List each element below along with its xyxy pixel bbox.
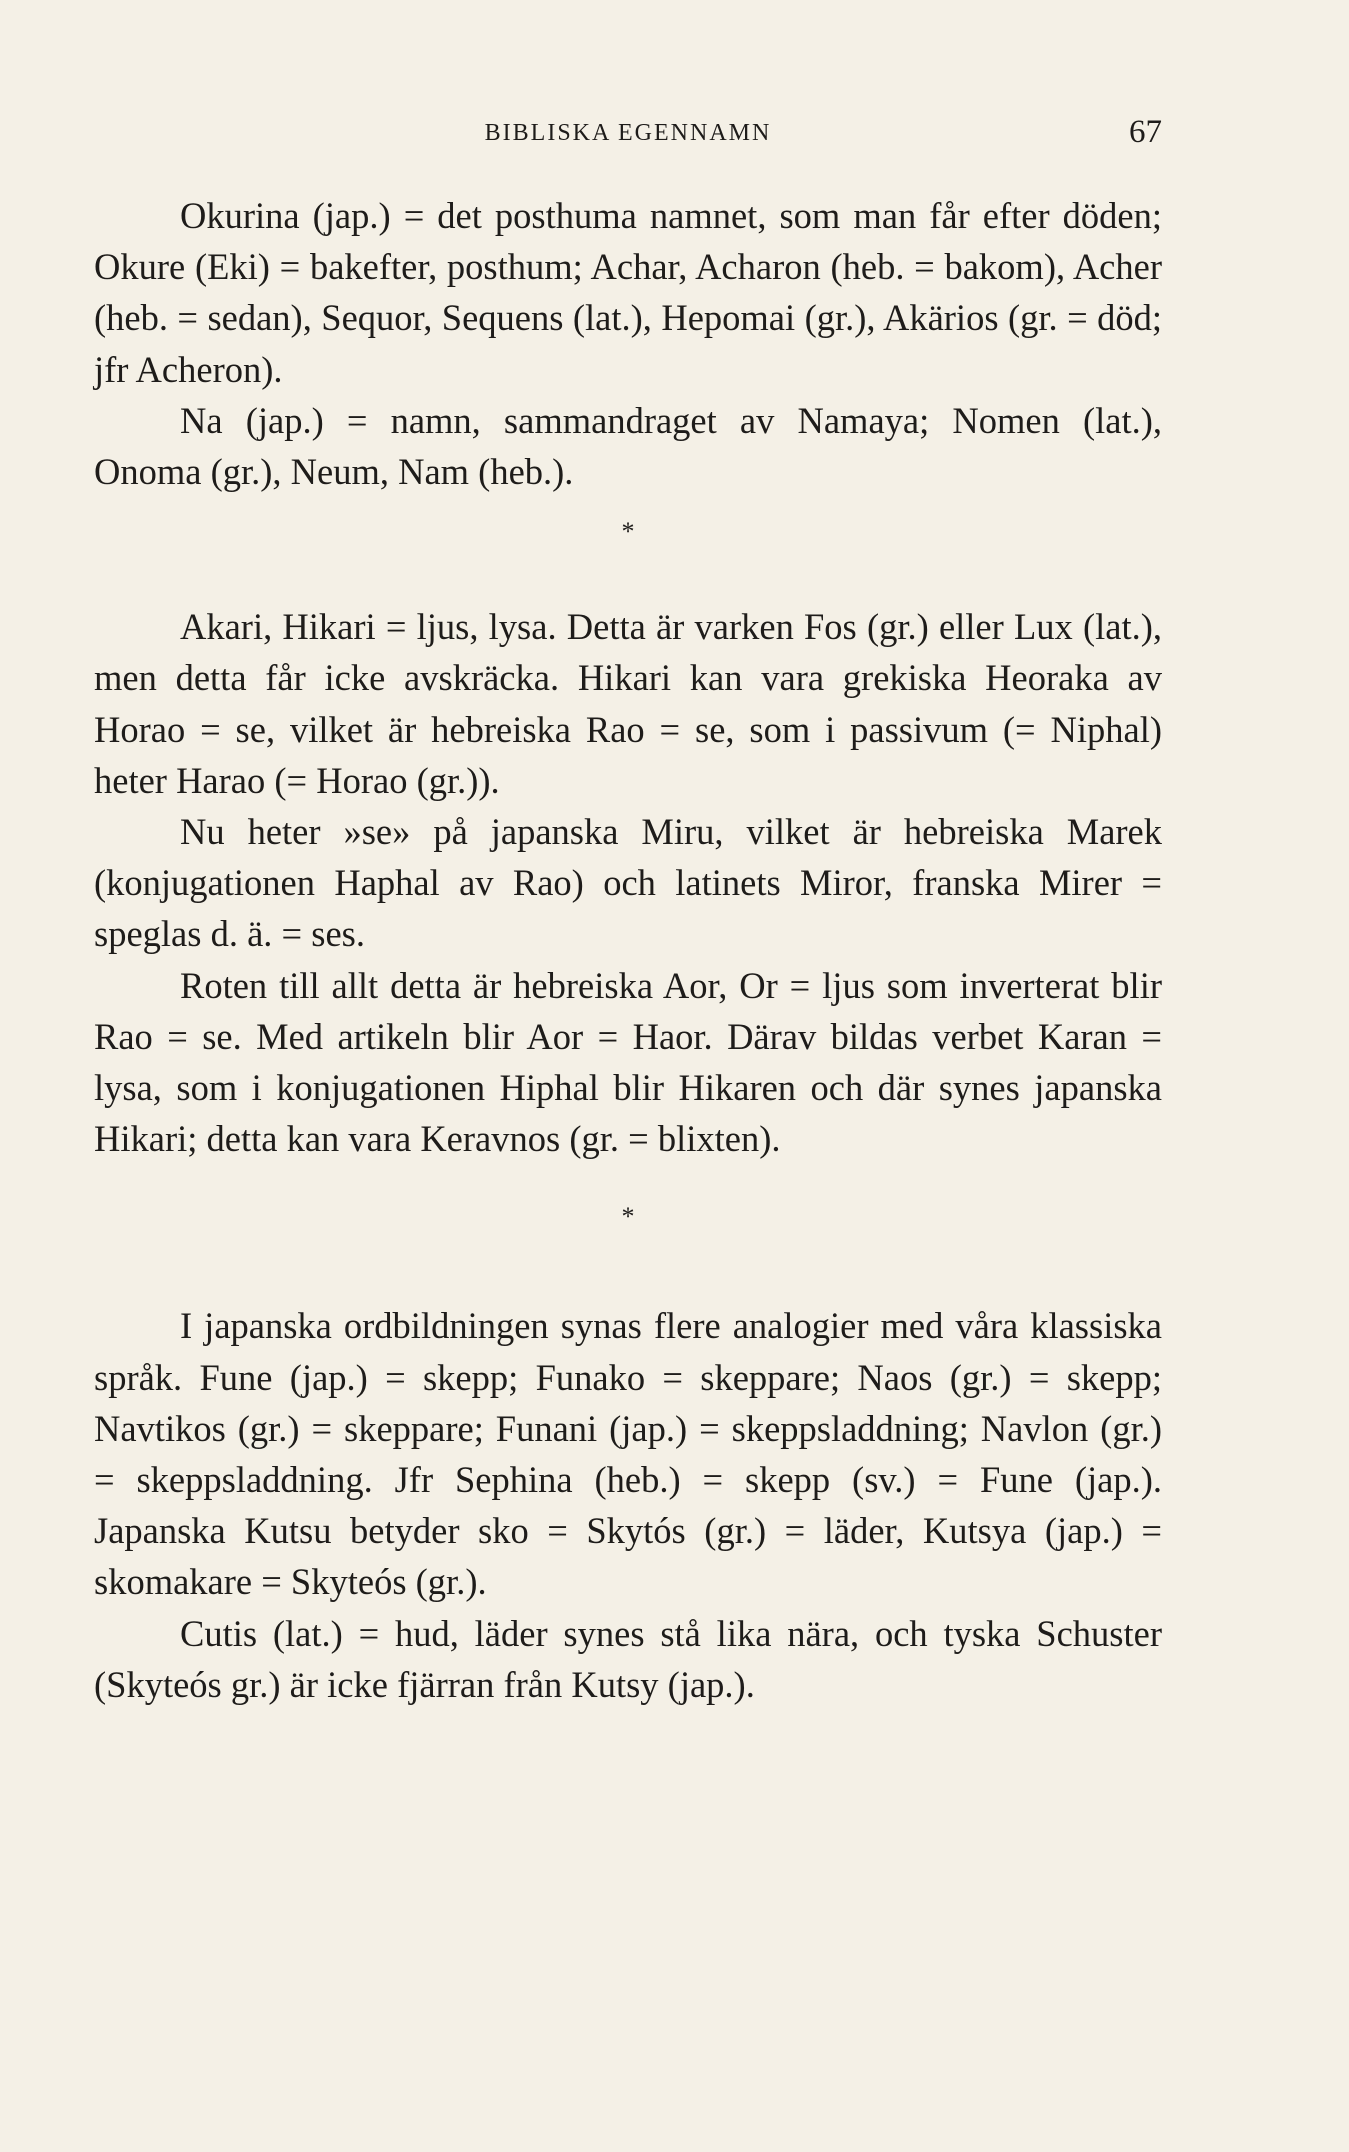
paragraph-okurina: Okurina (jap.) = det posthuma namnet, som man får efter döden; Okure (Eki) = bakefter, posthum; Achar, Acharon (heb. = bakom), Acher (heb. = sedan), Sequor, Sequens (lat.), Hepomai (gr.), Akärios (gr. = död; jfr Acheron). bbox=[94, 195, 1162, 390]
paragraph-na: Na (jap.) = namn, sammandraget av Namaya; Nomen (lat.), Onoma (gr.), Neum, Nam (heb.). bbox=[94, 399, 1162, 493]
section-separator: * bbox=[621, 1202, 635, 1232]
paragraph-roten: Roten till allt detta är hebreiska Aor, Or = ljus som inverterat blir Rao = se. Med artikeln blir Aor = Haor. Därav bildas verbet Karan = lysa, som i konjugationen Hiphal blir Hikaren och där synes japanska Hikari; detta kan vara Keravnos (gr. = blixten). bbox=[94, 964, 1162, 1160]
paragraph-fune: I japanska ordbildningen synas flere analogier med våra klassiska språk. Fune (jap.) = skepp; Funako = skeppare; Naos (gr.) = skepp; Navtikos (gr.) = skeppare; Funani (jap.) = skeppsladdning; Navlon (gr.) = skeppsladdning. Jfr Sephina (heb.) = skepp (sv.) = Fune (jap.). Japanska Kutsu betyder sko = Skytós (gr.) = läder, Kutsya (jap.) = skomakare = Skyteós (gr.). bbox=[94, 1305, 1162, 1603]
paragraph-cutis: Cutis (lat.) = hud, läder synes stå lika nära, och tyska Schuster (Skyteós gr.) är icke fjärran från Kutsy (jap.). bbox=[94, 1612, 1162, 1705]
page-body bbox=[94, 190, 1162, 1710]
paragraph-miru: Nu heter »se» på japanska Miru, vilket är hebreiska Marek (konjugationen Haphal av Rao) och latinets Miror, franska Mirer = speglas d. ä. = ses. bbox=[94, 811, 1162, 955]
running-head: BIBLISKA EGENNAMN bbox=[484, 120, 772, 146]
section-separator: * bbox=[621, 517, 635, 547]
paragraph-akari: Akari, Hikari = ljus, lysa. Detta är varken Fos (gr.) eller Lux (lat.), men detta får icke avskräcka. Hikari kan vara grekiska Heoraka av Horao = se, vilket är hebreiska Rao = se, som i passivum (= Niphal) heter Harao (= Horao (gr.)). bbox=[94, 606, 1162, 801]
page-number: 67 bbox=[1129, 114, 1162, 150]
page-header bbox=[94, 114, 1162, 160]
